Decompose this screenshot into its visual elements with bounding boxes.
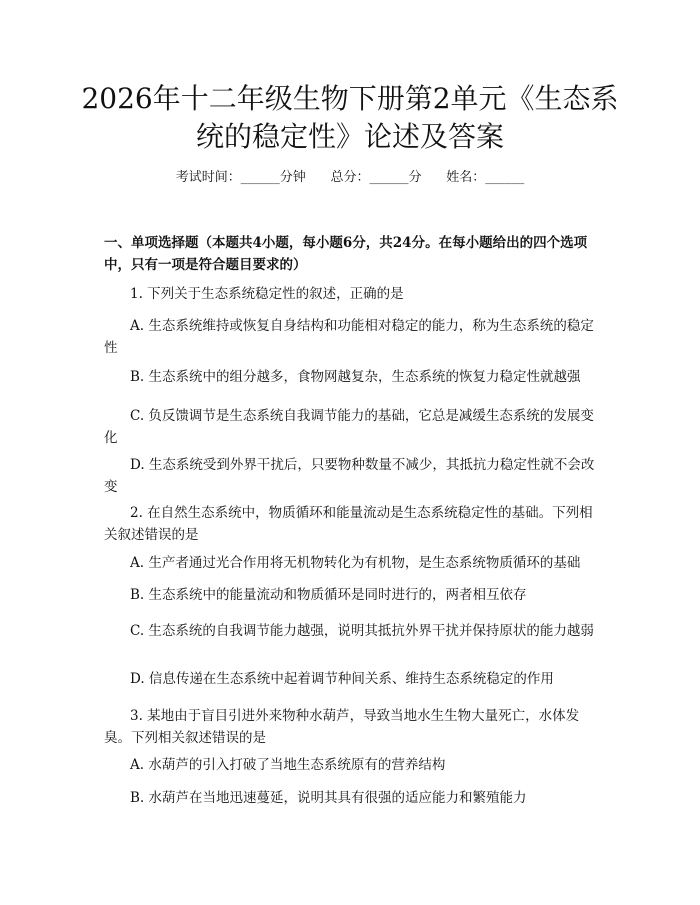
question-2-option-a: A. 生产者通过光合作用将无机物转化为有机物，是生态系统物质循环的基础 (130, 555, 581, 571)
question-2-option-b: B. 生态系统中的能量流动和物质循环是同时进行的，两者相互依存 (130, 587, 527, 603)
document-title: 2026年十二年级生物下册第2单元《生态系统的稳定性》论述及答案 (81, 82, 619, 153)
exam-info-line: 考试时间：______分钟 总分：______分 姓名：______ (175, 170, 525, 185)
question-1-option-b: B. 生态系统中的组分越多，食物网越复杂，生态系统的恢复力稳定性就越强 (130, 369, 581, 385)
question-3-stem: 3. 某地由于盲目引进外来物种水葫芦，导致当地水生生物大量死亡，水体发臭。下列相关叙述错误的是 (104, 708, 580, 746)
question-2-option-c: C. 生态系统的自我调节能力越强，说明其抵抗外界干扰并保持原状的能力越弱 (130, 623, 594, 639)
question-1-stem: 1. 下列关于生态系统稳定性的叙述，正确的是 (130, 286, 404, 302)
question-3-option-a: A. 水葫芦的引入打破了当地生态系统原有的营养结构 (130, 757, 446, 773)
question-2-stem: 2. 在自然生态系统中，物质循环和能量流动是生态系统稳定性的基础。下列相关叙述错误的是 (104, 505, 593, 543)
question-3-option-b: B. 水葫芦在当地迅速蔓延，说明其具有很强的适应能力和繁殖能力 (130, 790, 527, 806)
section-heading: 一、单项选择题（本题共4小题，每小题6分，共24分。在每小题给出的四个选项中，只有一项是符合题目要求的） (104, 235, 588, 273)
question-1-option-c: C. 负反馈调节是生态系统自我调节能力的基础，它总是减缓生态系统的发展变化 (104, 408, 594, 446)
question-2-option-d: D. 信息传递在生态系统中起着调节种间关系、维持生态系统稳定的作用 (130, 671, 554, 687)
question-1-option-a: A. 生态系统维持或恢复自身结构和功能相对稳定的能力，称为生态系统的稳定性 (104, 318, 594, 356)
question-1-option-d: D. 生态系统受到外界干扰后，只要物种数量不减少，其抵抗力稳定性就不会改变 (104, 457, 595, 495)
